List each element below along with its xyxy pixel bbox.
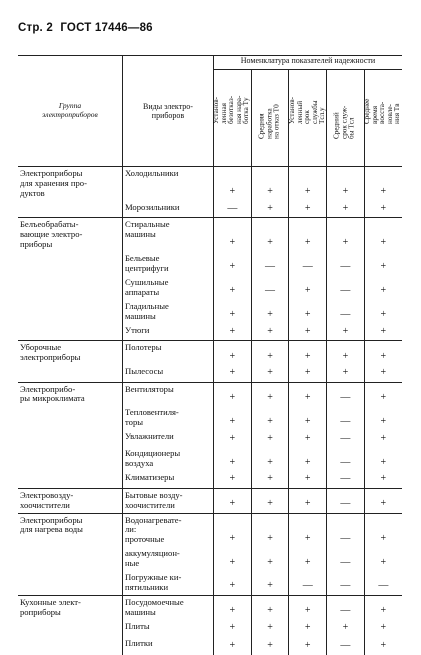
indicator-value-cell: +	[289, 488, 327, 513]
indicator-value-cell: +	[214, 488, 252, 513]
indicator-value-cell: —	[327, 513, 365, 547]
device-type-cell: Бытовые возду- хоочистители	[123, 488, 214, 513]
device-type-cell: Гладильные машины	[123, 300, 214, 324]
indicator-value-cell: —	[327, 447, 365, 471]
device-type-cell: Плитки	[123, 637, 214, 655]
indicator-value-cell: +	[214, 406, 252, 430]
indicator-value-cell: +	[251, 201, 289, 218]
standard-code: ГОСТ 17446—86	[60, 22, 153, 34]
indicator-value-cell: +	[251, 167, 289, 201]
indicator-value-cell: +	[251, 365, 289, 382]
indicator-value-cell: +	[214, 471, 252, 488]
indicator-value-cell: +	[289, 447, 327, 471]
indicator-value-cell: +	[380, 640, 387, 652]
page-number: Стр. 2	[18, 22, 53, 34]
indicator-value-cell: —	[327, 406, 365, 430]
table-row	[18, 276, 402, 300]
indicator-value-cell: +	[251, 637, 289, 655]
group-cell	[18, 447, 123, 471]
indicator-value-cell: +	[251, 324, 289, 341]
indicator-value-cell: +	[251, 382, 289, 406]
indicator-value-cell: +	[214, 324, 252, 341]
indicator-value-cell: +	[380, 367, 387, 378]
indicator-value-cell: —	[251, 252, 289, 276]
group-cell: Белъеобрабаты- вающие электро- приборы	[18, 218, 123, 252]
indicator-value-cell: +	[380, 309, 387, 321]
group-cell: Электроприбо- ры микроклимата	[18, 382, 123, 406]
indicator-value-cell: +	[214, 637, 252, 655]
group-cell	[18, 471, 123, 488]
group-cell	[18, 276, 123, 300]
indicator-value-cell: +	[251, 571, 289, 595]
table-row	[18, 341, 402, 365]
device-type-cell: Посудомоечные машины	[123, 595, 214, 619]
table-row	[18, 300, 402, 324]
group-cell	[18, 324, 123, 341]
device-type-cell: Стиральные машины	[123, 218, 214, 252]
indicator-value-cell: —	[289, 571, 327, 595]
indicator-header: Средний срок служ- бы Tсл	[327, 70, 365, 167]
table-row	[18, 471, 402, 488]
table-row	[18, 547, 402, 571]
indicator-value-cell: +	[251, 620, 289, 637]
table-row	[18, 620, 402, 637]
indicator-value-cell: +	[289, 300, 327, 324]
indicator-value-cell: +	[380, 202, 387, 214]
device-type-cell: Морозильники	[123, 201, 214, 218]
indicator-value-cell: +	[380, 415, 387, 427]
indicator-value-cell: +	[289, 218, 327, 252]
table-row	[18, 201, 402, 218]
indicator-value-cell: —	[327, 430, 365, 447]
group-cell	[18, 571, 123, 595]
indicator-value-cell: —	[214, 201, 252, 218]
indicator-value-cell: +	[380, 432, 387, 444]
table-row	[18, 252, 402, 276]
table-row	[18, 488, 402, 513]
indicator-value-cell: —	[327, 252, 365, 276]
device-type-cell: Кондиционеры воздуха	[123, 447, 214, 471]
group-cell	[18, 406, 123, 430]
indicator-value-cell: +	[380, 622, 387, 634]
indicator-value-cell: +	[364, 382, 402, 406]
indicator-value-cell: +	[214, 276, 252, 300]
col-header-type: Виды электро- приборов	[123, 56, 214, 167]
indicator-value-cell: —	[327, 471, 365, 488]
indicator-value-cell: +	[214, 447, 252, 471]
indicator-value-cell: —	[327, 547, 365, 571]
group-cell: Электроприборы для хранения про- дуктов	[18, 167, 123, 201]
device-type-cell: Погружные ки- пятильники	[123, 571, 214, 595]
indicator-value-cell: +	[289, 382, 327, 406]
indicator-value-cell: +	[289, 430, 327, 447]
indicator-value-cell: +	[251, 488, 289, 513]
page-header	[18, 22, 157, 34]
indicator-value-cell: +	[289, 595, 327, 619]
col-header-nomenclature: Номенклатура показателей надежности	[214, 56, 403, 70]
indicator-header: Средняя наработка на отказ T0	[251, 70, 289, 167]
group-cell: Кухонные элект- роприборы	[18, 595, 123, 619]
group-cell	[18, 430, 123, 447]
indicator-value-cell: —	[327, 571, 365, 595]
indicator-value-cell: +	[289, 471, 327, 488]
indicator-value-cell: —	[378, 580, 389, 592]
indicator-value-cell: +	[251, 406, 289, 430]
indicator-value-cell: +	[214, 252, 252, 276]
indicator-value-cell: +	[364, 218, 402, 252]
indicator-value-cell: +	[214, 167, 252, 201]
group-cell	[18, 365, 123, 382]
indicator-value-cell: +	[327, 620, 365, 637]
table-row	[18, 447, 402, 471]
table-body	[18, 167, 402, 655]
indicator-value-cell: +	[289, 406, 327, 430]
indicator-header: Среднее время восста- новле- ния Tв	[364, 70, 402, 167]
group-cell: Уборочные электроприборы	[18, 341, 123, 365]
device-type-cell: Холодильники	[123, 167, 214, 201]
table-row	[18, 218, 402, 252]
indicator-value-cell: +	[327, 167, 365, 201]
indicator-value-cell: —	[251, 276, 289, 300]
group-cell	[18, 201, 123, 218]
table-row	[18, 365, 402, 382]
device-type-cell: Пылесосы	[123, 365, 214, 382]
indicator-value-cell: +	[289, 341, 327, 365]
indicator-value-cell: +	[214, 430, 252, 447]
group-cell: Электроприборы для нагрева воды	[18, 513, 123, 547]
table-row	[18, 595, 402, 619]
indicator-value-cell: +	[327, 365, 365, 382]
indicator-value-cell: +	[380, 285, 387, 297]
indicator-value-cell: +	[214, 341, 252, 365]
indicator-value-cell: +	[289, 167, 327, 201]
indicator-value-cell: —	[327, 488, 365, 513]
indicator-value-cell: +	[327, 341, 365, 365]
table-row	[18, 324, 402, 341]
indicator-value-cell: +	[289, 324, 327, 341]
indicator-value-cell: —	[327, 276, 365, 300]
indicator-value-cell: +	[214, 547, 252, 571]
table-row	[18, 382, 402, 406]
indicator-value-cell: +	[289, 620, 327, 637]
indicator-value-cell: +	[380, 261, 387, 273]
table-row	[18, 430, 402, 447]
indicator-value-cell: +	[327, 201, 365, 218]
indicator-value-cell: +	[364, 488, 402, 513]
device-type-cell: Увлажнители	[123, 430, 214, 447]
indicator-value-cell: +	[251, 595, 289, 619]
indicator-value-cell: +	[364, 595, 402, 619]
indicator-value-cell: +	[289, 201, 327, 218]
indicator-value-cell: +	[251, 513, 289, 547]
indicator-value-cell: +	[214, 218, 252, 252]
indicator-value-cell: +	[251, 447, 289, 471]
group-cell	[18, 620, 123, 637]
indicator-value-cell: +	[380, 456, 387, 468]
indicator-value-cell: —	[327, 637, 365, 655]
group-cell	[18, 300, 123, 324]
indicator-value-cell: +	[327, 324, 365, 341]
indicator-value-cell: +	[214, 300, 252, 324]
indicator-value-cell: +	[251, 300, 289, 324]
indicator-value-cell: —	[327, 595, 365, 619]
device-type-cell: Климатизеры	[123, 471, 214, 488]
device-type-cell: Полотеры	[123, 341, 214, 365]
device-type-cell: Бельевые центрифуги	[123, 252, 214, 276]
indicator-value-cell: +	[214, 571, 252, 595]
indicator-value-cell: +	[251, 341, 289, 365]
indicator-value-cell: +	[289, 547, 327, 571]
device-type-cell: Вентиляторы	[123, 382, 214, 406]
indicator-value-cell: +	[380, 556, 387, 568]
device-type-cell: Тепловентиля- торы	[123, 406, 214, 430]
table-row	[18, 513, 402, 547]
indicator-value-cell: +	[364, 341, 402, 365]
indicator-value-cell: +	[289, 637, 327, 655]
indicator-value-cell: +	[251, 471, 289, 488]
indicator-value-cell: +	[214, 365, 252, 382]
device-type-cell: аккумуляцион- ные	[123, 547, 214, 571]
indicator-value-cell: —	[327, 300, 365, 324]
device-type-cell: Сушильные аппараты	[123, 276, 214, 300]
indicator-value-cell: +	[251, 547, 289, 571]
col-header-group: Группа электроприборов	[18, 56, 123, 167]
indicator-value-cell: —	[289, 252, 327, 276]
group-cell	[18, 252, 123, 276]
indicator-header: Установ- ленная безотказ- ная нара- ботка Tу	[214, 70, 252, 167]
table-row	[18, 167, 402, 201]
reliability-table	[18, 55, 402, 655]
group-cell	[18, 547, 123, 571]
indicator-value-cell: +	[214, 595, 252, 619]
device-type-cell: Водонагревате- ли: проточные	[123, 513, 214, 547]
indicator-value-cell: +	[289, 365, 327, 382]
indicator-value-cell: +	[364, 167, 402, 201]
indicator-value-cell: +	[380, 473, 387, 485]
indicator-value-cell: +	[214, 620, 252, 637]
indicator-value-cell: +	[251, 430, 289, 447]
indicator-value-cell: +	[380, 325, 387, 337]
indicator-value-cell: +	[214, 513, 252, 547]
indicator-value-cell: —	[327, 382, 365, 406]
indicator-value-cell: +	[251, 218, 289, 252]
indicator-value-cell: +	[214, 382, 252, 406]
indicator-header: Установ- ленный срок службы Tсл.у	[289, 70, 327, 167]
table-row	[18, 406, 402, 430]
indicator-value-cell: +	[327, 218, 365, 252]
device-type-cell: Утюги	[123, 324, 214, 341]
indicator-value-cell: +	[289, 513, 327, 547]
indicator-value-cell: +	[364, 513, 402, 547]
table-row	[18, 571, 402, 595]
indicator-value-cell: +	[289, 276, 327, 300]
group-cell	[18, 637, 123, 655]
table-row	[18, 637, 402, 655]
group-cell: Электровозду- хоочистители	[18, 488, 123, 513]
device-type-cell: Плиты	[123, 620, 214, 637]
